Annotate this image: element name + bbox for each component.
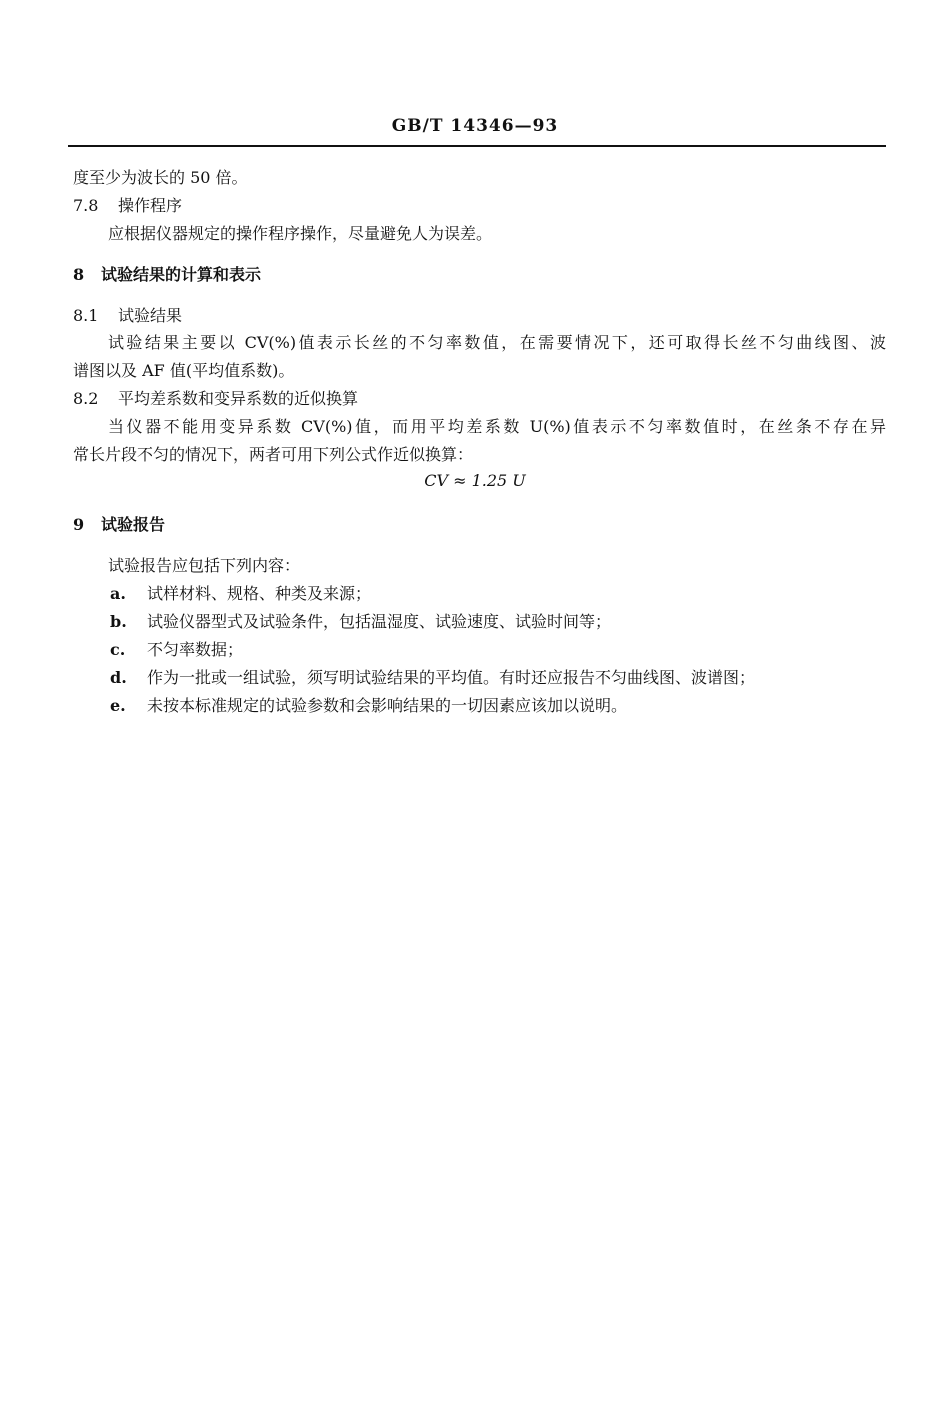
list-item-text: 作为一批或一组试验，须写明试验结果的平均值。有时还应报告不匀曲线图、波谱图；	[147, 668, 756, 687]
section-8-2-title: 平均差系数和变异系数的近似换算	[118, 389, 359, 408]
section-7-8-title: 操作程序	[118, 196, 183, 215]
section-8-1-number: 8.1	[73, 306, 99, 325]
list-item-text: 未按本标准规定的试验参数和会影响结果的一切因素应该加以说明。	[147, 696, 628, 715]
header-rule	[68, 145, 886, 147]
section-8-2-number: 8.2	[73, 389, 99, 408]
document-header-code: GB/T 14346—93	[391, 116, 559, 136]
list-item-mark: a.	[110, 584, 126, 603]
list-item-text: 试样材料、规格、种类及来源；	[147, 584, 372, 603]
section-9-title: 试验报告	[101, 515, 166, 534]
section-7-8-body: 应根据仪器规定的操作程序操作，尽量避免人为误差。	[108, 224, 493, 243]
section-8-number: 8	[73, 265, 85, 284]
section-9-number: 9	[73, 515, 85, 534]
list-item-text: 试验仪器型式及试验条件，包括温湿度、试验速度、试验时间等；	[147, 612, 612, 631]
section-8-1-body-line-2: 谱图以及 AF 值(平均值系数)。	[73, 361, 295, 380]
continuation-line: 度至少为波长的 50 倍。	[73, 168, 248, 187]
list-item-mark: e.	[110, 696, 126, 715]
list-item-mark: b.	[110, 612, 127, 631]
approximation-formula: CV ≈ 1.25 U	[424, 471, 526, 490]
list-item-mark: d.	[110, 668, 127, 687]
section-8-1-title: 试验结果	[118, 306, 183, 325]
section-8-1-body-line-1: 试验结果主要以 CV(%)值表示长丝的不匀率数值，在需要情况下，还可取得长丝不匀曲线图、波	[108, 333, 886, 352]
section-8-2-body-line-1: 当仪器不能用变异系数 CV(%)值，而用平均差系数 U(%)值表示不匀率数值时，在丝条不存在异	[108, 417, 886, 436]
list-item-text: 不匀率数据；	[147, 640, 244, 659]
section-7-8-number: 7.8	[73, 196, 99, 215]
section-8-2-body-line-2: 常长片段不匀的情况下，两者可用下列公式作近似换算：	[73, 445, 474, 464]
list-item-mark: c.	[110, 640, 126, 659]
section-9-intro: 试验报告应包括下列内容：	[108, 556, 301, 575]
section-8-title: 试验结果的计算和表示	[101, 265, 262, 284]
